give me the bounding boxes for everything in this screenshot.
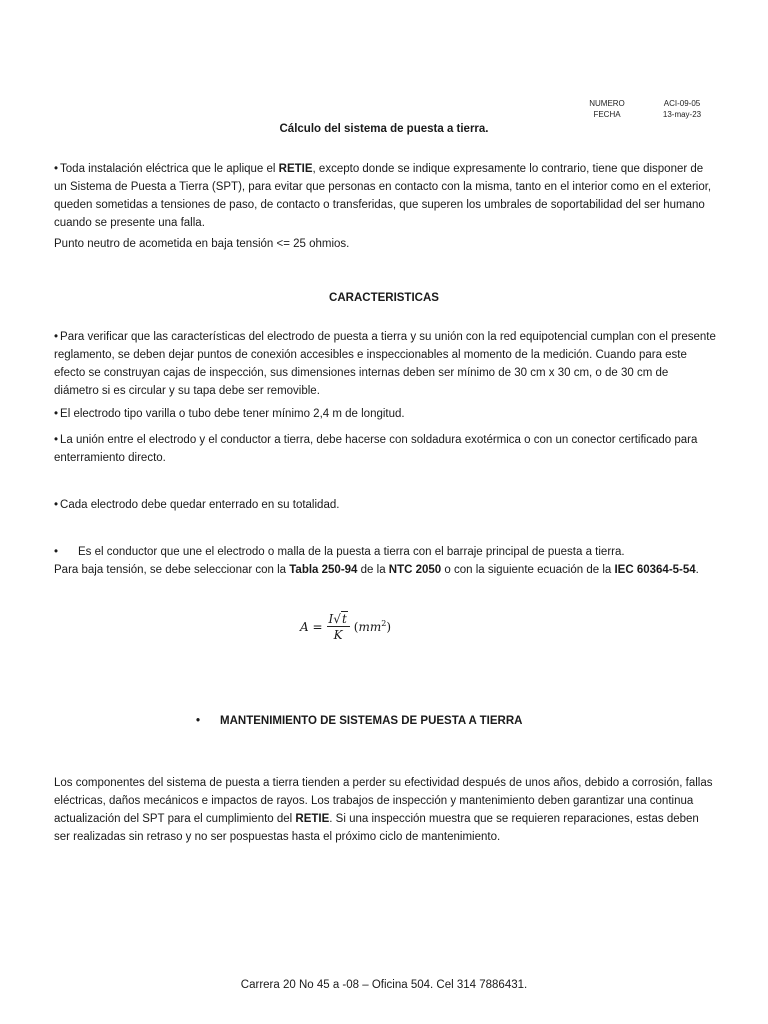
document-title: Cálculo del sistema de puesta a tierra. [279, 123, 489, 135]
retie-term-2: RETIE [295, 813, 330, 825]
unit-open: ( [353, 620, 359, 634]
conductor-text-c: de la [357, 564, 389, 576]
formula-unit [354, 618, 391, 636]
bullet-inspection [54, 328, 716, 400]
section-mantenimiento-title: MANTENIMIENTO DE SISTEMAS DE PUESTA A TIERRA [220, 715, 523, 727]
bullet-electrode-length-text: El electrodo tipo varilla o tubo debe tener mínimo 2,4 m de longitud. [60, 408, 405, 420]
conductor-text-e: o con la siguiente ecuación de la [441, 564, 615, 576]
numero-label: NUMERO [589, 99, 625, 108]
formula-numerator [327, 612, 350, 627]
formula-fraction [327, 612, 350, 642]
neutral-point-note: Punto neutro de acometida en baja tensión <= 25 ohmios. [54, 238, 350, 250]
maintenance-text-a: Los componentes del sistema de puesta a tierra tienden a perder su efectividad después de unos años, debido a corrosión, fallas eléctricas, daños mecánicos e impactos de rayos. Los trabajos de inspección y mantenimiento deben garantizar una continua actualización del SPT para el cumplimiento del [54, 777, 713, 825]
formula-denominator: K [333, 628, 343, 642]
unit-exponent: 2 [381, 619, 387, 628]
bullet-conductor-text: Es el conductor que une el electrodo o malla de la puesta a tierra con el barraje principal de puesta a tierra. [78, 546, 625, 558]
section-mantenimiento-heading: • MANTENIMIENTO DE SISTEMAS DE PUESTA A TIERRA [196, 715, 523, 727]
fecha-value: 13-may-23 [662, 110, 702, 119]
unit-mm: mm [358, 620, 382, 634]
bullet-inspection-text: Para verificar que las características del electrodo de puesta a tierra y su unión con la red equipotencial cumplan con el presente reglamento, se deben dejar puntos de conexión accesibles e inspeccionables al momento de la medición. Cuando para este efecto se construyan cajas de inspección, sus dimensiones internas deben ser mínimo de 30 cm x 30 cm, o de 30 cm de diámetro si es circular y su tapa debe ser removible. [54, 331, 716, 397]
bullet-union [54, 431, 716, 467]
bullet-buried-text: Cada electrodo debe quedar enterrado en su totalidad. [60, 499, 340, 511]
formula-time: t [341, 612, 347, 626]
bullet-conductor: • Es el conductor que une el electrodo o malla de la puesta a tierra con el barraje principal de puesta a tierra. Para baja tensión, se debe seleccionar con la Tabla 250-94 de la NTC 2050 o con la siguiente ecuación de la IEC 60364-5-54. [54, 546, 699, 576]
sqrt-symbol: √ [333, 612, 341, 626]
tabla-term: Tabla 250-94 [289, 564, 358, 576]
numero-value: ACI-09-05 [663, 99, 701, 108]
conductor-text-a: Para baja tensión, se debe seleccionar con la [54, 564, 290, 576]
retie-term: RETIE [278, 163, 313, 175]
fecha-label: FECHA [593, 110, 621, 119]
bullet-union-text: La unión entre el electrodo y el conductor a tierra, debe hacerse con soldadura exotérmica o con un conector certificado para enterramiento directo. [54, 434, 698, 464]
intro-text-b: , excepto donde se indique expresamente lo contrario, tiene que disponer de un Sistema de Puesta a Tierra (SPT), para evitar que personas en contacto con la misma, tanto en el interior como en el exterior, queden sometidas a tensiones de paso, de contacto o transferidas, que superen los umbrales de soportabilidad del ser humano cuando se presente una falla. [54, 163, 712, 229]
footer-address: Carrera 20 No 45 a -08 – Oficina 504. Cel 314 7886431. [240, 979, 528, 991]
maintenance-text-b: . Si una inspección muestra que se requieren reparaciones, estas deben ser realizadas sin retraso y no ser pospuestas hasta el próximo ciclo de mantenimiento. [54, 813, 699, 843]
formula-current: I [328, 612, 334, 626]
formula-lhs: A = [300, 620, 323, 634]
conductor-text-g: . [695, 564, 699, 576]
unit-close: ) [386, 620, 392, 634]
bullet-electrode-length [54, 405, 716, 423]
maintenance-paragraph [54, 774, 716, 846]
intro-text-a: Toda instalación eléctrica que le aplique el [60, 163, 279, 175]
intro-paragraph [54, 160, 716, 232]
bullet-buried [54, 496, 716, 514]
ntc-term: NTC 2050 [388, 564, 442, 576]
iec-term: IEC 60364-5-54 [614, 564, 696, 576]
conductor-area-formula [300, 612, 391, 642]
section-caracteristicas-title: CARACTERISTICAS [329, 292, 439, 304]
